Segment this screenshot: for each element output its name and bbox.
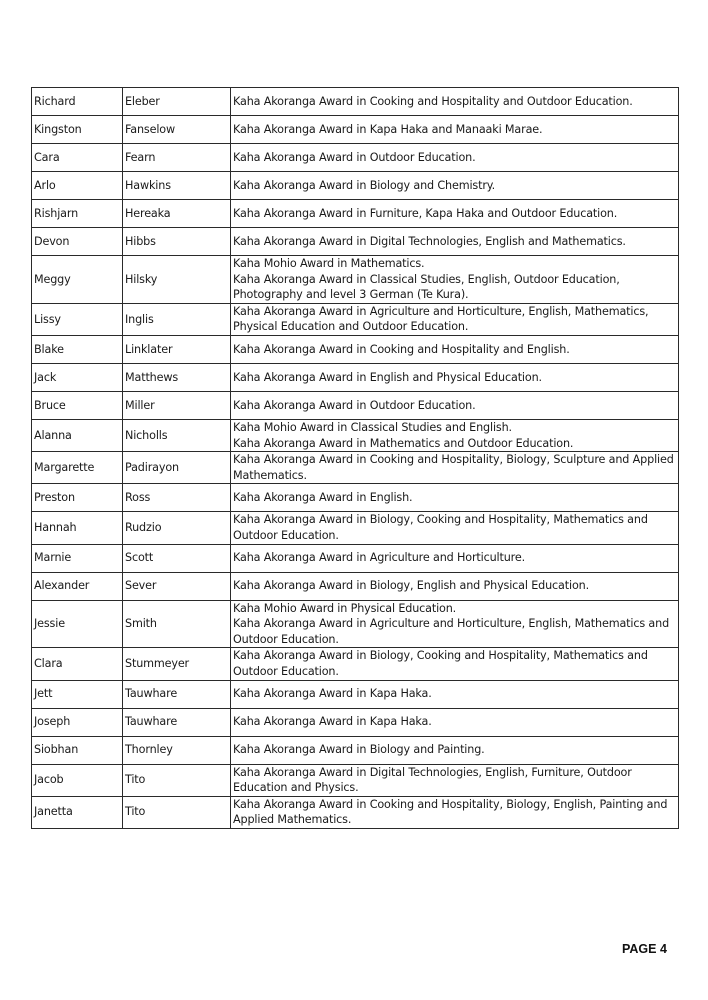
first-name-cell: Joseph <box>32 708 123 736</box>
first-name-cell: Siobhan <box>32 736 123 764</box>
first-name-cell: Meggy <box>32 256 123 304</box>
award-line: Kaha Mohio Award in Mathematics. <box>233 257 425 270</box>
table-row <box>32 419 679 451</box>
last-name-cell: Scott <box>123 544 231 572</box>
table-row <box>32 335 679 363</box>
awards-cell <box>231 708 679 736</box>
last-name-cell: Hibbs <box>123 228 231 256</box>
award-line: Kaha Akoranga Award in English and Physical Education. <box>233 370 542 384</box>
first-name-cell: Blake <box>32 335 123 363</box>
first-name-cell: Hannah <box>32 512 123 544</box>
first-name-cell: Bruce <box>32 391 123 419</box>
first-name-cell: Clara <box>32 648 123 680</box>
table-row <box>32 680 679 708</box>
award-line: Kaha Akoranga Award in English. <box>233 491 413 505</box>
first-name-cell: Richard <box>32 88 123 116</box>
last-name-cell: Tauwhare <box>123 680 231 708</box>
table-row <box>32 303 679 335</box>
awards-cell <box>231 256 679 304</box>
table-row <box>32 764 679 796</box>
first-name-cell: Margarette <box>32 452 123 484</box>
table-row <box>32 363 679 391</box>
table-row <box>32 88 679 116</box>
last-name-cell: Tauwhare <box>123 708 231 736</box>
awards-cell <box>231 335 679 363</box>
first-name-cell: Devon <box>32 228 123 256</box>
awards-cell <box>231 796 679 828</box>
first-name-cell: Janetta <box>32 796 123 828</box>
last-name-cell: Fearn <box>123 144 231 172</box>
award-line: Kaha Mohio Award in Physical Education. <box>233 601 457 615</box>
awards-cell <box>231 303 679 335</box>
award-line: Kaha Mohio Award in Classical Studies and English. <box>233 420 512 434</box>
first-name-cell: Rishjarn <box>32 200 123 228</box>
awards-cell <box>231 172 679 200</box>
awards-cell <box>231 648 679 680</box>
award-line: Kaha Akoranga Award in Agriculture and Horticulture, English, Mathematics and Outdoor Education. <box>233 617 670 646</box>
last-name-cell: Hilsky <box>123 256 231 304</box>
last-name-cell: Sever <box>123 572 231 600</box>
awards-cell <box>231 572 679 600</box>
table-row <box>32 172 679 200</box>
award-line: Kaha Akoranga Award in Biology and Chemistry. <box>233 178 496 192</box>
last-name-cell: Hawkins <box>123 172 231 200</box>
last-name-cell: Ross <box>123 484 231 512</box>
table-row <box>32 544 679 572</box>
page-number: PAGE 4 <box>622 942 667 956</box>
first-name-cell: Marnie <box>32 544 123 572</box>
award-line: Kaha Akoranga Award in Digital Technologies, English, Furniture, Outdoor Education and Physics. <box>233 765 632 795</box>
last-name-cell: Matthews <box>123 363 231 391</box>
table-row <box>32 144 679 172</box>
last-name-cell: Fanselow <box>123 116 231 144</box>
award-line: Kaha Akoranga Award in Cooking and Hospitality, Biology, English, Painting and Applied Mathematics. <box>233 797 668 827</box>
first-name-cell: Arlo <box>32 172 123 200</box>
last-name-cell: Rudzio <box>123 512 231 544</box>
award-line: Kaha Akoranga Award in Kapa Haka. <box>233 687 432 701</box>
award-line: Kaha Akoranga Award in Furniture, Kapa Haka and Outdoor Education. <box>233 206 618 220</box>
first-name-cell: Alexander <box>32 572 123 600</box>
table-row <box>32 200 679 228</box>
first-name-cell: Jett <box>32 680 123 708</box>
awards-cell <box>231 452 679 484</box>
table-row <box>32 484 679 512</box>
table-row <box>32 796 679 828</box>
awards-table-body <box>32 88 679 829</box>
awards-cell <box>231 88 679 116</box>
last-name-cell: Inglis <box>123 303 231 335</box>
awards-table <box>31 87 679 829</box>
award-line: Kaha Akoranga Award in Mathematics and Outdoor Education. <box>233 436 574 450</box>
table-row <box>32 228 679 256</box>
first-name-cell: Cara <box>32 144 123 172</box>
last-name-cell: Padirayon <box>123 452 231 484</box>
last-name-cell: Eleber <box>123 88 231 116</box>
award-line: Kaha Akoranga Award in Biology and Painting. <box>233 743 485 757</box>
last-name-cell: Nicholls <box>123 419 231 451</box>
awards-cell <box>231 363 679 391</box>
awards-cell <box>231 544 679 572</box>
award-line: Kaha Akoranga Award in Biology, Cooking and Hospitality, Mathematics and Outdoor Education. <box>233 513 648 542</box>
awards-cell <box>231 680 679 708</box>
award-line: Kaha Akoranga Award in Kapa Haka and Manaaki Marae. <box>233 122 543 136</box>
award-line: Kaha Akoranga Award in Biology, English and Physical Education. <box>233 579 589 593</box>
table-row <box>32 391 679 419</box>
last-name-cell: Stummeyer <box>123 648 231 680</box>
last-name-cell: Hereaka <box>123 200 231 228</box>
awards-cell <box>231 600 679 648</box>
awards-cell <box>231 764 679 796</box>
last-name-cell: Smith <box>123 600 231 648</box>
first-name-cell: Jacob <box>32 764 123 796</box>
table-row <box>32 708 679 736</box>
table-row <box>32 736 679 764</box>
awards-cell <box>231 391 679 419</box>
award-line: Kaha Akoranga Award in Digital Technologies, English and Mathematics. <box>233 234 626 248</box>
award-line: Kaha Akoranga Award in Kapa Haka. <box>233 715 432 729</box>
last-name-cell: Miller <box>123 391 231 419</box>
first-name-cell: Kingston <box>32 116 123 144</box>
table-row <box>32 116 679 144</box>
awards-cell <box>231 484 679 512</box>
awards-cell <box>231 200 679 228</box>
first-name-cell: Alanna <box>32 419 123 451</box>
table-row <box>32 600 679 648</box>
awards-cell <box>231 512 679 544</box>
first-name-cell: Jack <box>32 363 123 391</box>
table-row <box>32 648 679 680</box>
award-line: Kaha Akoranga Award in Classical Studies, English, Outdoor Education, Photography and level 3 German (Te Kura). <box>233 272 620 302</box>
table-row <box>32 512 679 544</box>
award-line: Kaha Akoranga Award in Outdoor Education. <box>233 150 476 164</box>
last-name-cell: Tito <box>123 764 231 796</box>
first-name-cell: Jessie <box>32 600 123 648</box>
award-line: Kaha Akoranga Award in Agriculture and Horticulture. <box>233 551 526 565</box>
awards-cell <box>231 116 679 144</box>
award-line: Kaha Akoranga Award in Cooking and Hospitality and Outdoor Education. <box>233 94 633 108</box>
award-line: Kaha Akoranga Award in Biology, Cooking and Hospitality, Mathematics and Outdoor Education. <box>233 649 648 678</box>
last-name-cell: Linklater <box>123 335 231 363</box>
awards-cell <box>231 419 679 451</box>
table-row <box>32 256 679 304</box>
awards-cell <box>231 736 679 764</box>
table-row <box>32 572 679 600</box>
first-name-cell: Lissy <box>32 303 123 335</box>
table-row <box>32 452 679 484</box>
first-name-cell: Preston <box>32 484 123 512</box>
last-name-cell: Thornley <box>123 736 231 764</box>
award-line: Kaha Akoranga Award in Outdoor Education. <box>233 398 476 412</box>
award-line: Kaha Akoranga Award in Cooking and Hospitality, Biology, Sculpture and Applied Mathematics. <box>233 453 674 482</box>
last-name-cell: Tito <box>123 796 231 828</box>
award-line: Kaha Akoranga Award in Agriculture and Horticulture, English, Mathematics, Physical Education and Outdoor Education. <box>233 304 649 334</box>
awards-cell <box>231 144 679 172</box>
award-line: Kaha Akoranga Award in Cooking and Hospitality and English. <box>233 342 570 356</box>
awards-cell <box>231 228 679 256</box>
